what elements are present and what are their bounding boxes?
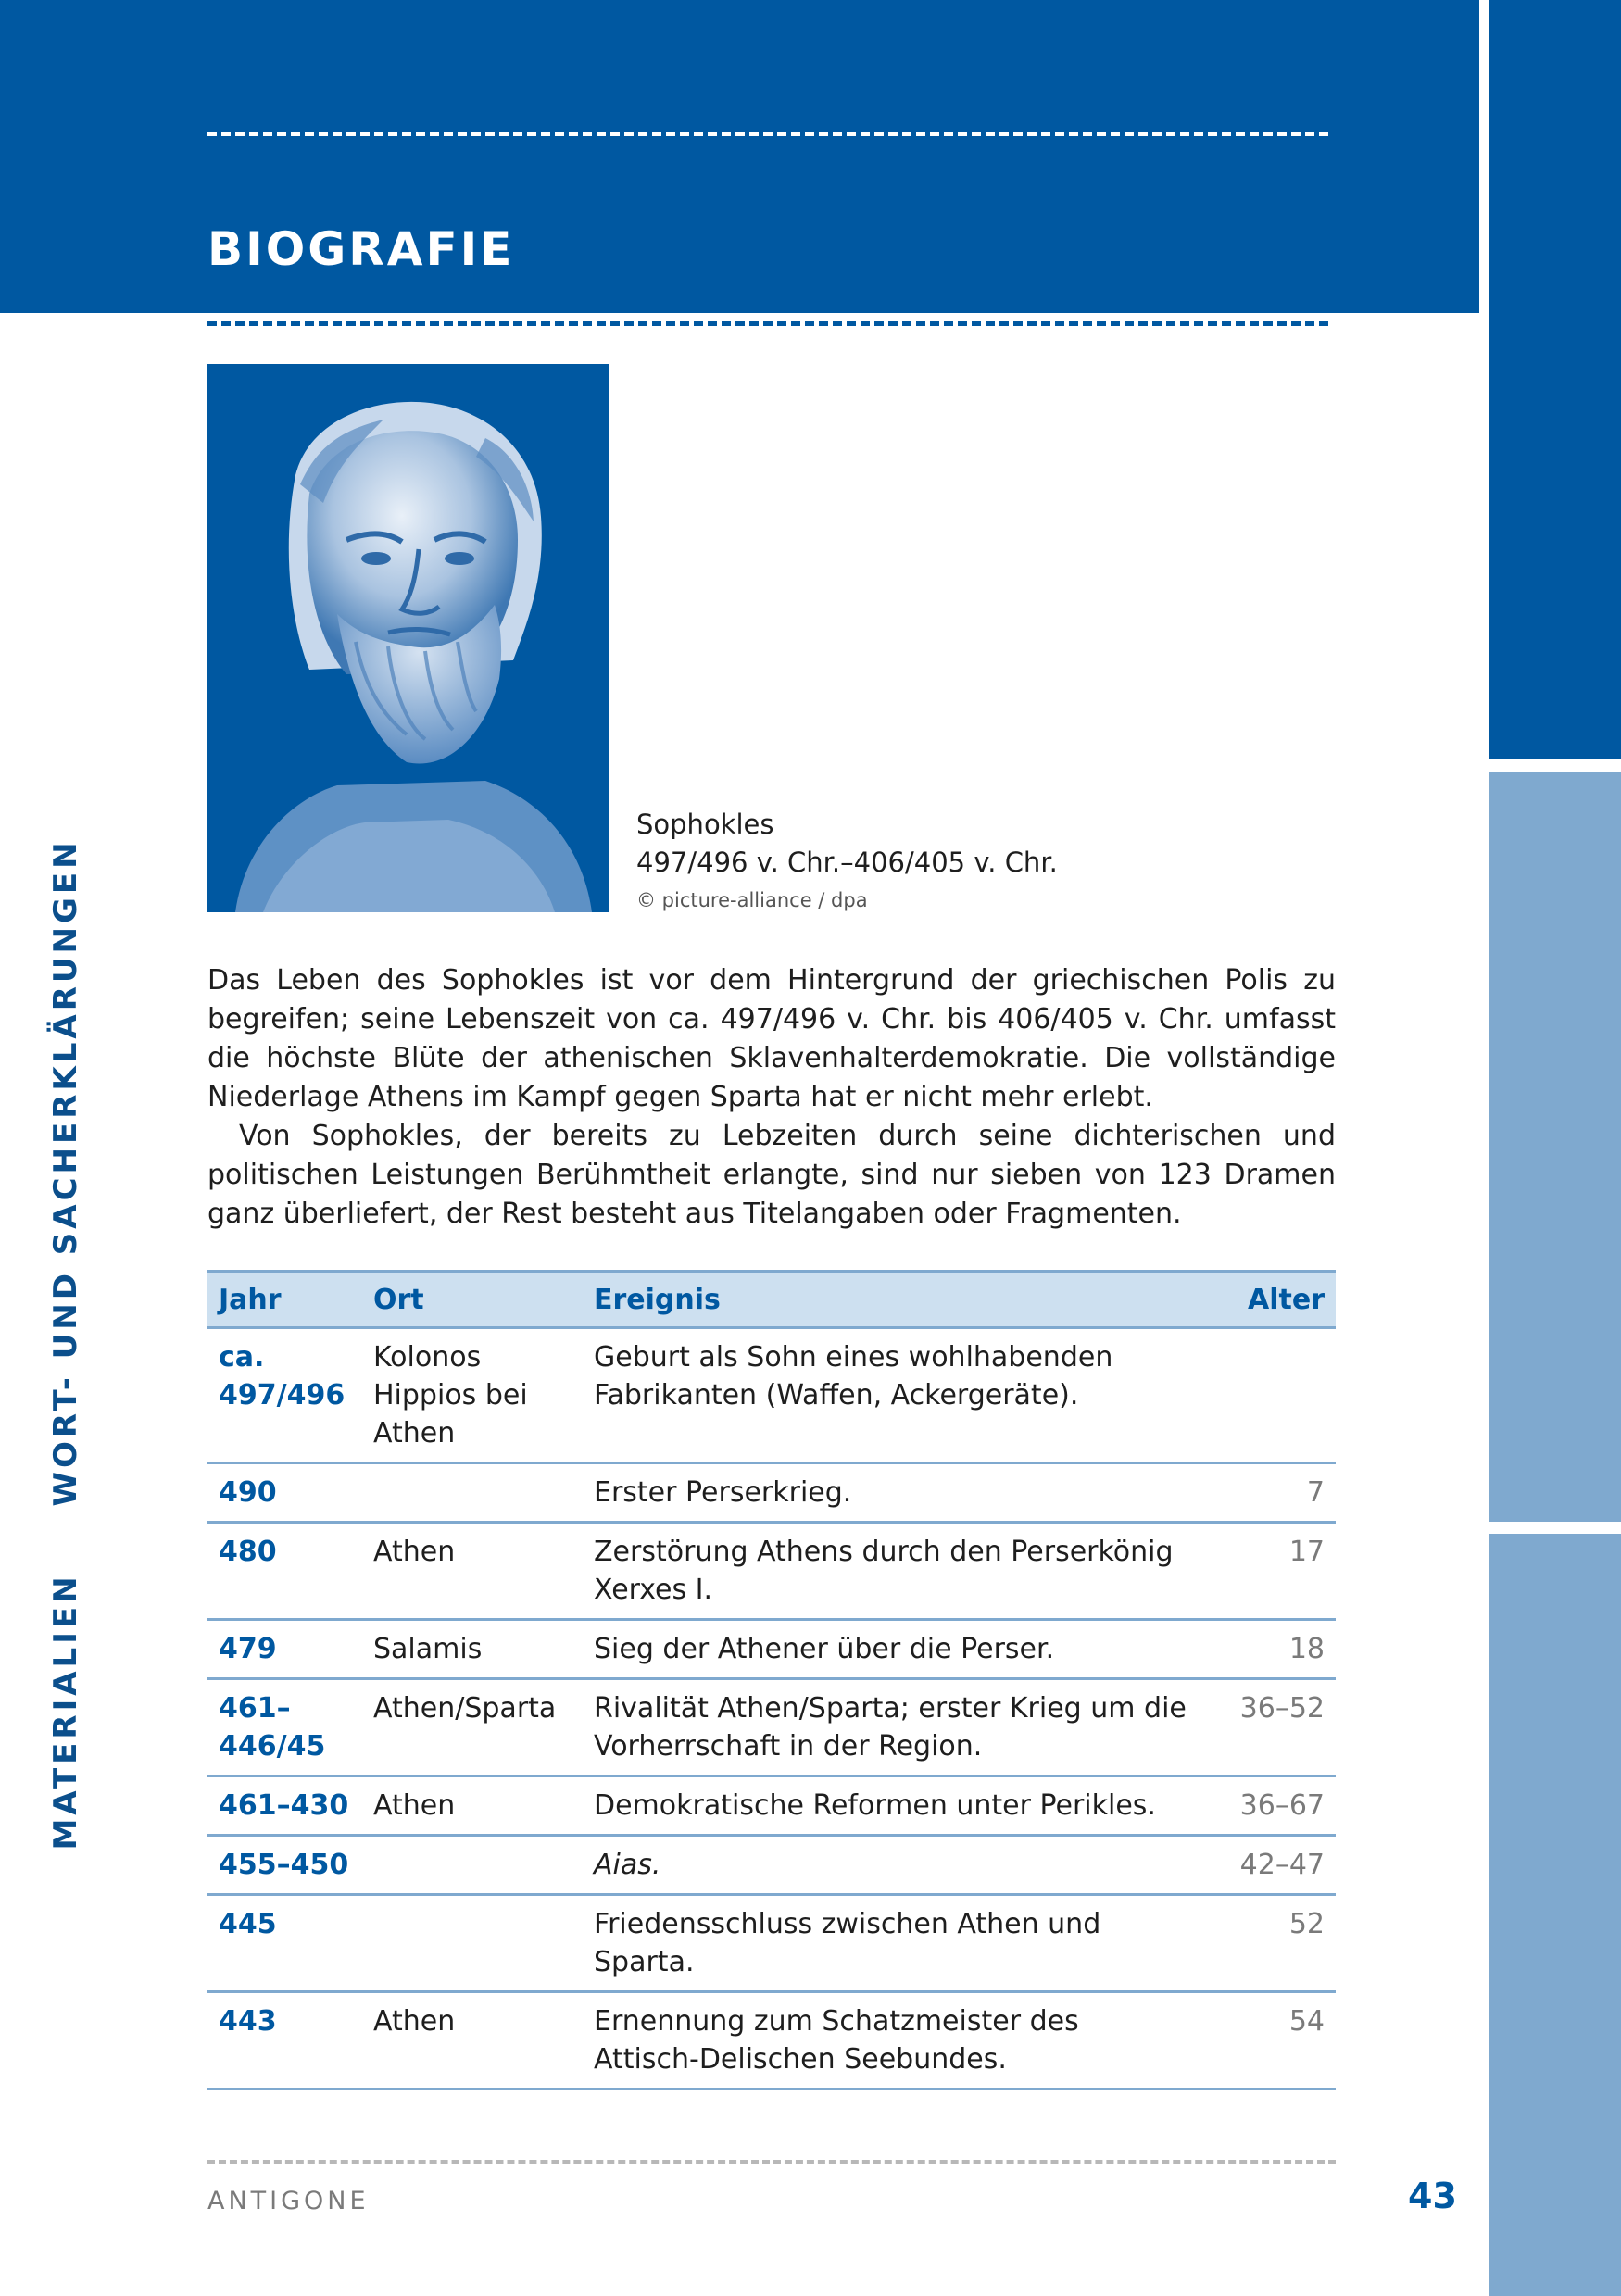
- row-age: 7: [1202, 1463, 1336, 1523]
- row-year: 461–430: [207, 1776, 362, 1836]
- bust-portrait-icon: [207, 364, 609, 912]
- page-number: 43: [1408, 2176, 1457, 2216]
- tab-biografie[interactable]: [1489, 0, 1621, 759]
- page-title: BIOGRAFIE: [207, 222, 515, 276]
- table-row: [207, 1776, 1336, 1836]
- row-year: 480: [207, 1523, 362, 1620]
- table-header-row: [207, 1272, 1336, 1328]
- table-row: [207, 1679, 1336, 1776]
- row-event: Demokratische Reformen unter Perikles.: [583, 1776, 1202, 1836]
- table-row: [207, 1836, 1336, 1895]
- row-year-text: ca. 497/496: [219, 1341, 346, 1411]
- row-place: Athen: [362, 1992, 583, 2089]
- header-year: Jahr: [207, 1272, 362, 1328]
- table-row: [207, 1523, 1336, 1620]
- row-event: Erster Perserkrieg.: [583, 1463, 1202, 1523]
- row-place: Athen: [362, 1776, 583, 1836]
- row-age: 18: [1202, 1620, 1336, 1679]
- tab-wort-und-sacherklaerungen[interactable]: [1489, 772, 1621, 1522]
- tab-wort-und-sacherklaerungen-label[interactable]: WORT- UND SACHERKLÄRUNGEN: [47, 838, 84, 1507]
- row-age: 17: [1202, 1523, 1336, 1620]
- row-year: [207, 1328, 362, 1463]
- body-text: [207, 961, 1336, 1234]
- row-place: Athen/Sparta: [362, 1679, 583, 1776]
- table-row: [207, 1992, 1336, 2089]
- row-place: Salamis: [362, 1620, 583, 1679]
- row-event: Zerstörung Athens durch den Perserkönig Xerxes I.: [583, 1523, 1202, 1620]
- row-year: 443: [207, 1992, 362, 2089]
- row-age: 36–52: [1202, 1679, 1336, 1776]
- row-year: 445: [207, 1895, 362, 1992]
- row-year: 461–446/45: [207, 1679, 362, 1776]
- portrait-caption: [636, 806, 1058, 913]
- header-dash-top: [207, 132, 1328, 136]
- work-title: Aias.: [594, 1849, 661, 1881]
- header-age: Alter: [1202, 1272, 1336, 1328]
- row-age: 42–47: [1202, 1836, 1336, 1895]
- row-age: 54: [1202, 1992, 1336, 2089]
- row-event: Geburt als Sohn eines wohlhabenden Fabrikanten (Waffen, Ackergeräte).: [583, 1328, 1202, 1463]
- header-place: Ort: [362, 1272, 583, 1328]
- row-age: 36–67: [1202, 1776, 1336, 1836]
- row-event: Sieg der Athener über die Perser.: [583, 1620, 1202, 1679]
- chronology-table: [207, 1270, 1336, 2090]
- row-age: 52: [1202, 1895, 1336, 1992]
- tab-materialien[interactable]: [1489, 1534, 1621, 2296]
- tab-materialien-label[interactable]: MATERIALIEN: [47, 1573, 84, 1851]
- caption-dates: 497/496 v. Chr.–406/405 v. Chr.: [636, 847, 1058, 878]
- row-year: 479: [207, 1620, 362, 1679]
- table-row: [207, 1328, 1336, 1463]
- footer-divider: [207, 2160, 1336, 2164]
- caption-name: Sophokles: [636, 809, 774, 840]
- portrait-image: [207, 364, 609, 912]
- header-event: Ereignis: [583, 1272, 1202, 1328]
- table-row: [207, 1620, 1336, 1679]
- row-event: Ernennung zum Schatzmeister des Attisch-Delischen Seebundes.: [583, 1992, 1202, 2089]
- row-place: [362, 1463, 583, 1523]
- table-row: [207, 1895, 1336, 1992]
- row-place: [362, 1895, 583, 1992]
- row-event: Friedensschluss zwischen Athen und Sparta.: [583, 1895, 1202, 1992]
- row-year: 455–450: [207, 1836, 362, 1895]
- row-event: [583, 1836, 1202, 1895]
- row-age: [1202, 1328, 1336, 1463]
- row-place-text: Kolonos Hippios bei Athen: [373, 1341, 528, 1449]
- footer-book-title: ANTIGONE: [207, 2187, 370, 2215]
- row-place: Athen: [362, 1523, 583, 1620]
- table-row: [207, 1463, 1336, 1523]
- header-dash-bottom: [207, 321, 1328, 326]
- row-place: [362, 1836, 583, 1895]
- row-event: Rivalität Athen/Sparta; erster Krieg um die Vorherrschaft in der Region.: [583, 1679, 1202, 1776]
- paragraph-2: Von Sophokles, der bereits zu Lebzeiten durch seine dichterischen und politischen Leistungen Berühmtheit erlangte, sind nur sieben von 123 Dramen ganz überliefert, der Rest besteht aus Titelangaben oder Fragmenten.: [207, 1120, 1336, 1230]
- photo-credit: © picture-alliance / dpa: [636, 889, 868, 911]
- tab-biografie-label[interactable]: BIOGRAFIE: [47, 489, 84, 715]
- row-place: [362, 1328, 583, 1463]
- row-year: 490: [207, 1463, 362, 1523]
- paragraph-1: Das Leben des Sophokles ist vor dem Hintergrund der griechischen Polis zu begreifen; seine Lebenszeit von ca. 497/496 v. Chr. bis 406/405 v. Chr. umfasst die höchste Blüte der athenischen Sklavenhalterdemokratie. Die vollständige Niederlage Athens im Kampf gegen Sparta hat er nicht mehr erlebt.: [207, 964, 1336, 1113]
